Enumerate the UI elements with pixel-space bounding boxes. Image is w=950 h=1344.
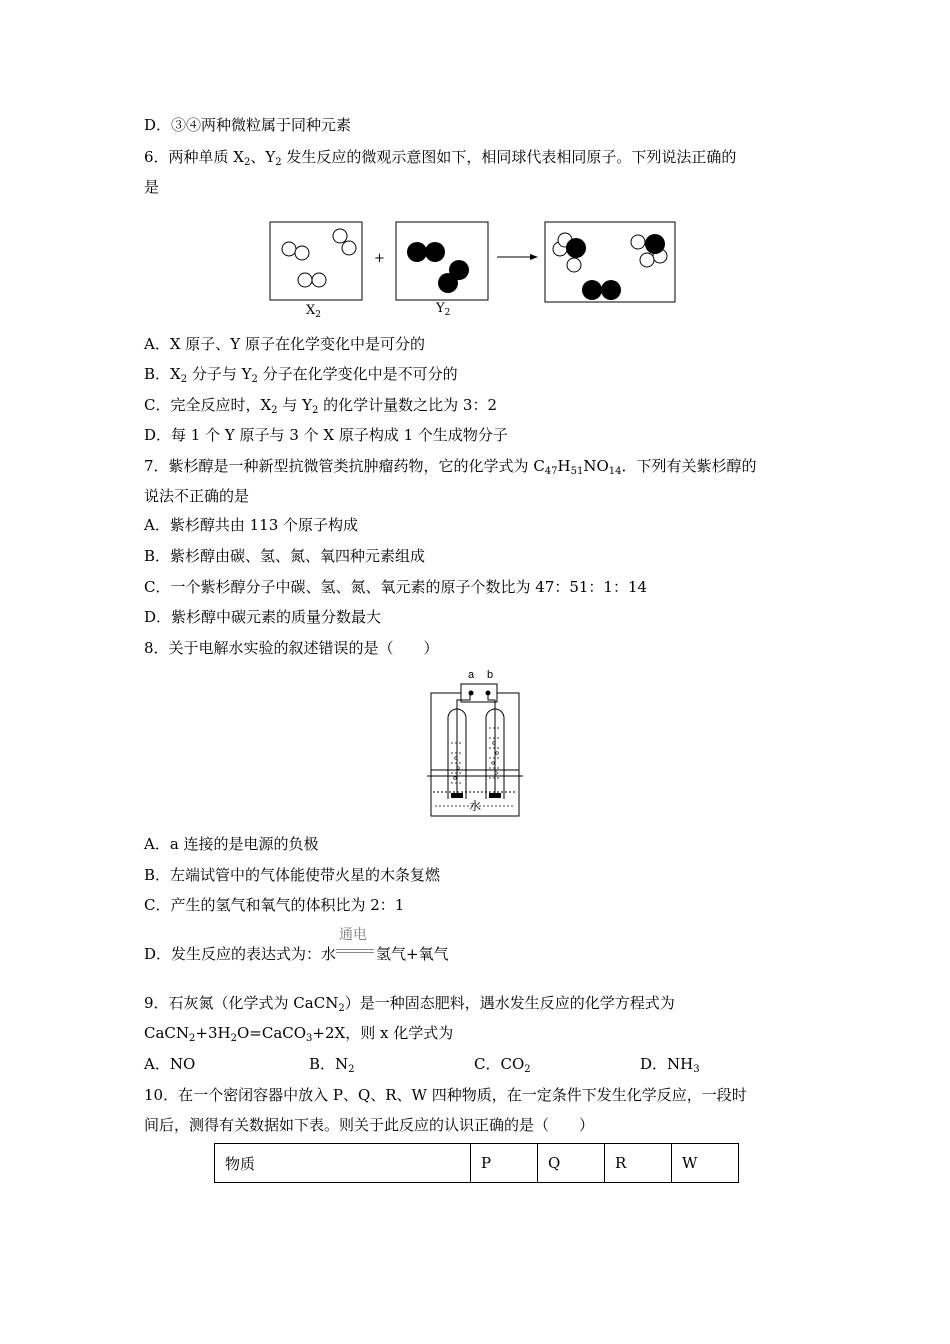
plus-sign: + xyxy=(374,251,385,266)
reaction-arrow xyxy=(497,254,538,260)
table-header-row xyxy=(215,1144,739,1183)
water-label: 水 xyxy=(469,799,482,813)
table-header-cell: R xyxy=(605,1144,672,1183)
electrolysis-condition: 通电 xyxy=(336,944,376,964)
q8-option-b[interactable]: B．左端试管中的气体能使带火星的木条复燃 xyxy=(144,866,441,884)
q6-option-d[interactable]: D．每 1 个 Y 原子与 3 个 X 原子构成 1 个生成物分子 xyxy=(144,426,508,444)
label-b: b xyxy=(487,669,494,681)
table-header-cell: W xyxy=(672,1144,739,1183)
q8-stem: 8．关于电解水实验的叙述错误的是（ ） xyxy=(144,639,439,657)
q9-option-a[interactable]: A．NO xyxy=(144,1055,196,1073)
q7-option-b[interactable]: B．紫杉醇由碳、氢、氮、氧四种元素组成 xyxy=(144,547,426,565)
q9-option-b[interactable]: B．$N_2$ xyxy=(309,1055,355,1075)
q8-option-c[interactable]: C．产生的氢气和氧气的体积比为 2：1 xyxy=(144,896,405,914)
x2-molecules xyxy=(282,229,356,287)
q9-stem-line1: 9．石灰氮（化学式为 CaCN$_2$）是一种固态肥料，遇水发生反应的化学方程式为 xyxy=(144,994,675,1014)
q5-option-d[interactable]: D．③④两种微粒属于同种元素 xyxy=(144,116,352,134)
q6-option-b[interactable]: B．$X_2$ 分子与 $Y_2$ 分子在化学变化中是不可分的 xyxy=(144,365,458,385)
table-header-cell: Q xyxy=(538,1144,605,1183)
q7-stem-line2: 说法不正确的是 xyxy=(144,487,250,505)
power-source-box xyxy=(461,684,497,702)
q10-stem-line1: 10．在一个密闭容器中放入 P、Q、R、W 四种物质，在一定条件下发生化学反应，一段时 xyxy=(144,1086,747,1104)
q6-option-c[interactable]: C．完全反应时，$X_2$ 与 $Y_2$ 的化学计量数之比为 3：2 xyxy=(144,396,497,416)
q7-stem-line1: 7．紫杉醇是一种新型抗微管类抗肿瘤药物，它的化学式为 $C_{47}H_{51}NO_{14}$．下列有关紫杉醇的 xyxy=(144,457,757,477)
q8-option-a[interactable]: A．a 连接的是电源的负极 xyxy=(144,835,319,853)
y2-molecules xyxy=(407,242,469,293)
y2-label: $Y_2$ xyxy=(436,301,451,318)
x2-label: $X_2$ xyxy=(306,303,321,320)
q10-stem-line2: 间后，测得有关数据如下表。则关于此反应的认识正确的是（ ） xyxy=(144,1116,595,1134)
q6-reaction-diagram xyxy=(262,216,682,321)
electrolysis-apparatus xyxy=(425,668,530,824)
q7-option-d[interactable]: D．紫杉醇中碳元素的质量分数最大 xyxy=(144,608,382,626)
q9-option-c[interactable]: C．$CO_2$ xyxy=(474,1055,531,1075)
table-header-cell: 物质 xyxy=(215,1144,471,1183)
q9-option-d[interactable]: D．$NH_3$ xyxy=(640,1055,700,1075)
q6-option-a[interactable]: A．X 原子、Y 原子在化学变化中是可分的 xyxy=(144,335,425,353)
q8-option-d[interactable]: D．发生反应的表达式为：水 通电 氢气+氧气 xyxy=(144,927,449,963)
q10-data-table xyxy=(214,1143,739,1183)
table-header-cell: P xyxy=(471,1144,538,1183)
x2-box xyxy=(270,222,362,300)
q7-option-c[interactable]: C．一个紫杉醇分子中碳、氢、氮、氧元素的原子个数比为 47：51：1：14 xyxy=(144,578,648,596)
product-molecules xyxy=(553,233,667,300)
q6-stem-line2: 是 xyxy=(144,178,160,196)
q7-option-a[interactable]: A．紫杉醇共由 113 个原子构成 xyxy=(144,516,359,534)
q6-stem-line1: 6．两种单质 $X_2$、$Y_2$ 发生反应的微观示意图如下，相同球代表相同原子。下列说法正确的 xyxy=(144,148,737,168)
label-a: a xyxy=(468,669,475,681)
q9-stem-line2: $CaCN_2+3H_2O=CaCO_3+2X$，则 x 化学式为 xyxy=(144,1024,454,1044)
